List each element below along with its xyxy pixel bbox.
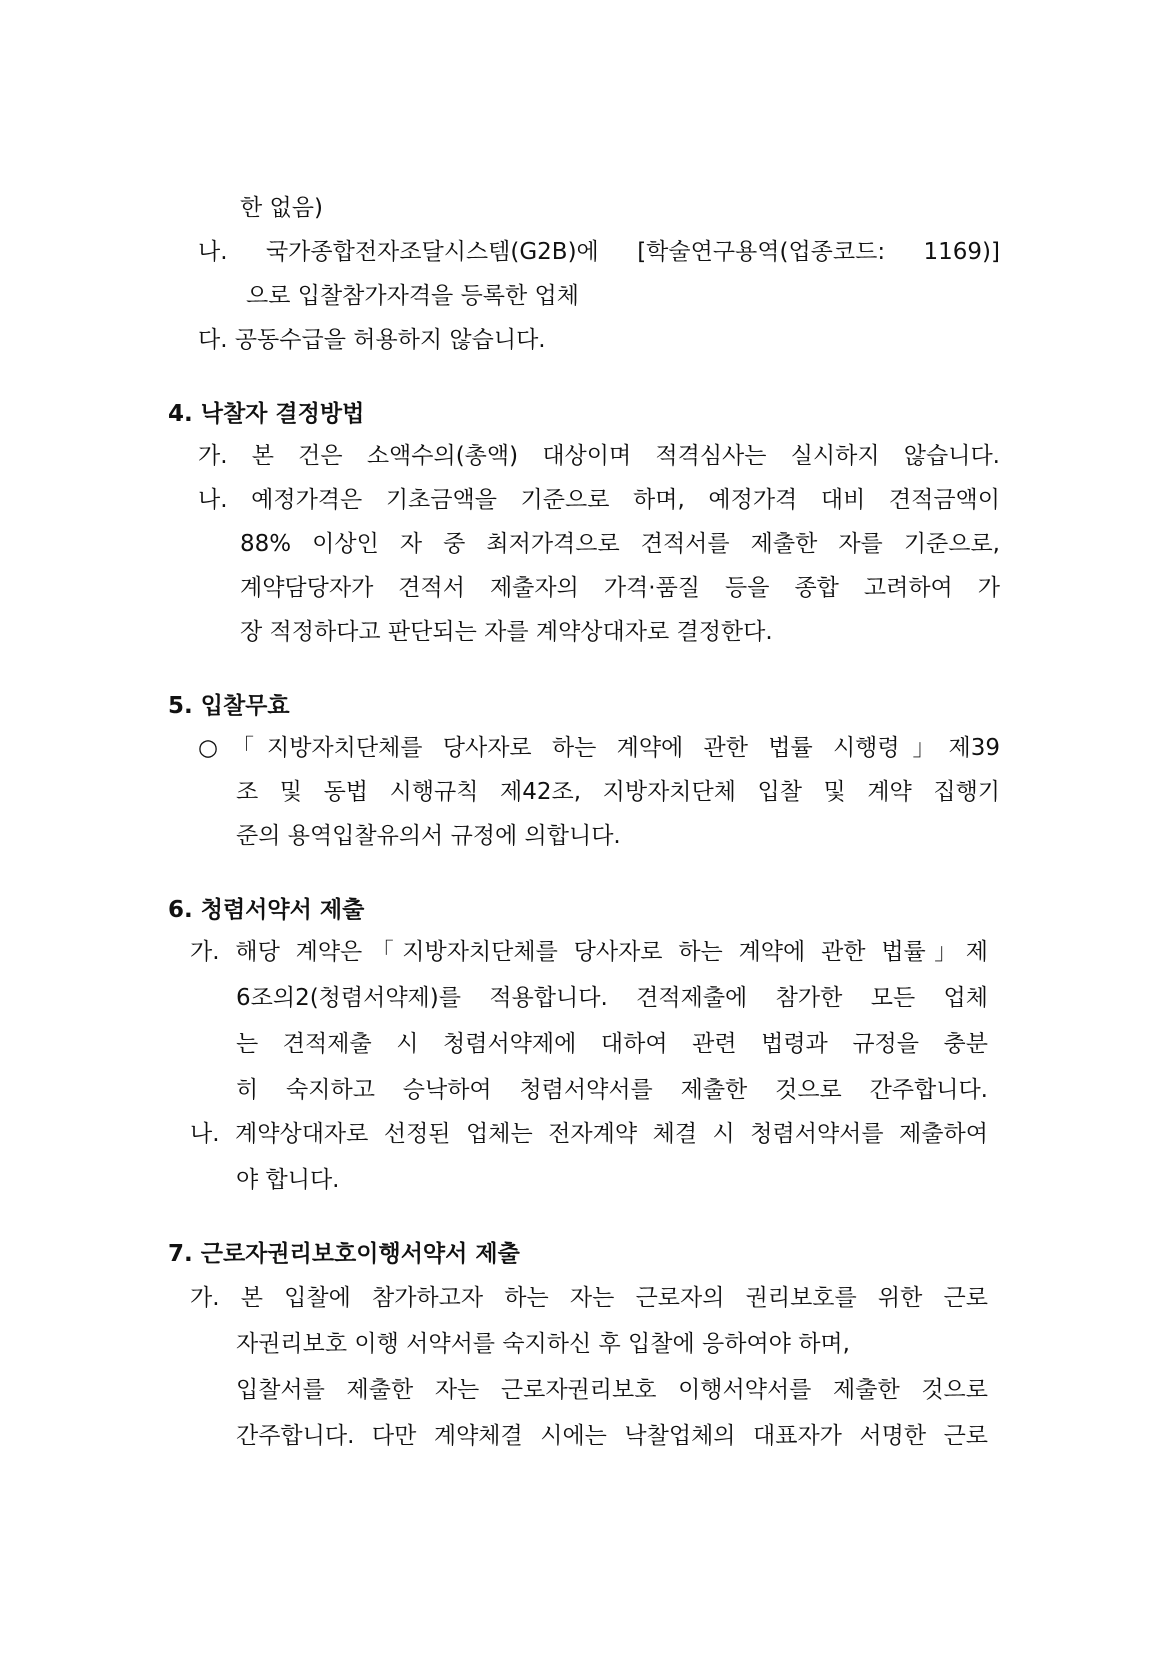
text-line: 준의 용역입찰유의서 규정에 의합니다.	[236, 823, 621, 849]
section-heading-7: 7. 근로자권리보호이행서약서 제출	[168, 1241, 520, 1267]
section-heading-4: 4. 낙찰자 결정방법	[168, 401, 365, 427]
list-item-na: 나. 계약상대자로 선정된 업체는 전자계약 체결 시 청렴서약서를 제출하여	[190, 1121, 988, 1147]
section-heading-5: 5. 입찰무효	[168, 693, 290, 719]
text-line: 장 적정하다고 판단되는 자를 계약상대자로 결정한다.	[240, 619, 773, 645]
text-line: 는 견적제출 시 청렴서약제에 대하여 관련 법령과 규정을 충분	[236, 1031, 988, 1057]
list-item-na: 나. 예정가격은 기초금액을 기준으로 하며, 예정가격 대비 견적금액이	[198, 487, 1000, 513]
circle-bullet-item: ○「지방자치단체를 당사자로 하는 계약에 관한 법률 시행령」제39	[198, 735, 1000, 761]
text-line: 6조의2(청렴서약제)를 적용합니다. 견적제출에 참가한 모든 업체	[236, 985, 988, 1011]
text-line: 한 없음)	[240, 195, 323, 221]
list-item-ga: 가. 본 건은 소액수의(총액) 대상이며 적격심사는 실시하지 않습니다.	[198, 443, 1000, 469]
text-line: 입찰서를 제출한 자는 근로자권리보호 이행서약서를 제출한 것으로	[236, 1377, 988, 1403]
list-item-ga: 가. 본 입찰에 참가하고자 하는 자는 근로자의 권리보호를 위한 근로	[190, 1285, 988, 1311]
text-line: 야 합니다.	[236, 1167, 340, 1193]
text-line: 조 및 동법 시행규칙 제42조, 지방자치단체 입찰 및 계약 집행기	[236, 779, 1000, 805]
list-item-na: 나. 국가종합전자조달시스템(G2B)에 [학술연구용역(업종코드: 1169)]	[198, 239, 1000, 265]
text-line: 히 숙지하고 승낙하여 청렴서약서를 제출한 것으로 간주합니다.	[236, 1077, 988, 1103]
list-item-da: 다. 공동수급을 허용하지 않습니다.	[198, 327, 546, 353]
section-heading-6: 6. 청렴서약서 제출	[168, 897, 365, 923]
text-line: 으로 입찰참가자격을 등록한 업체	[246, 283, 579, 309]
text-line: 자권리보호 이행 서약서를 숙지하신 후 입찰에 응하여야 하며,	[236, 1331, 850, 1357]
list-item-ga: 가. 해당 계약은「지방자치단체를 당사자로 하는 계약에 관한 법률」제	[190, 939, 988, 965]
text-line: 88% 이상인 자 중 최저가격으로 견적서를 제출한 자를 기준으로,	[240, 531, 1000, 557]
text-line: 계약담당자가 견적서 제출자의 가격·품질 등을 종합 고려하여 가	[240, 575, 1000, 601]
text-line: 간주합니다. 다만 계약체결 시에는 낙찰업체의 대표자가 서명한 근로	[236, 1423, 988, 1449]
